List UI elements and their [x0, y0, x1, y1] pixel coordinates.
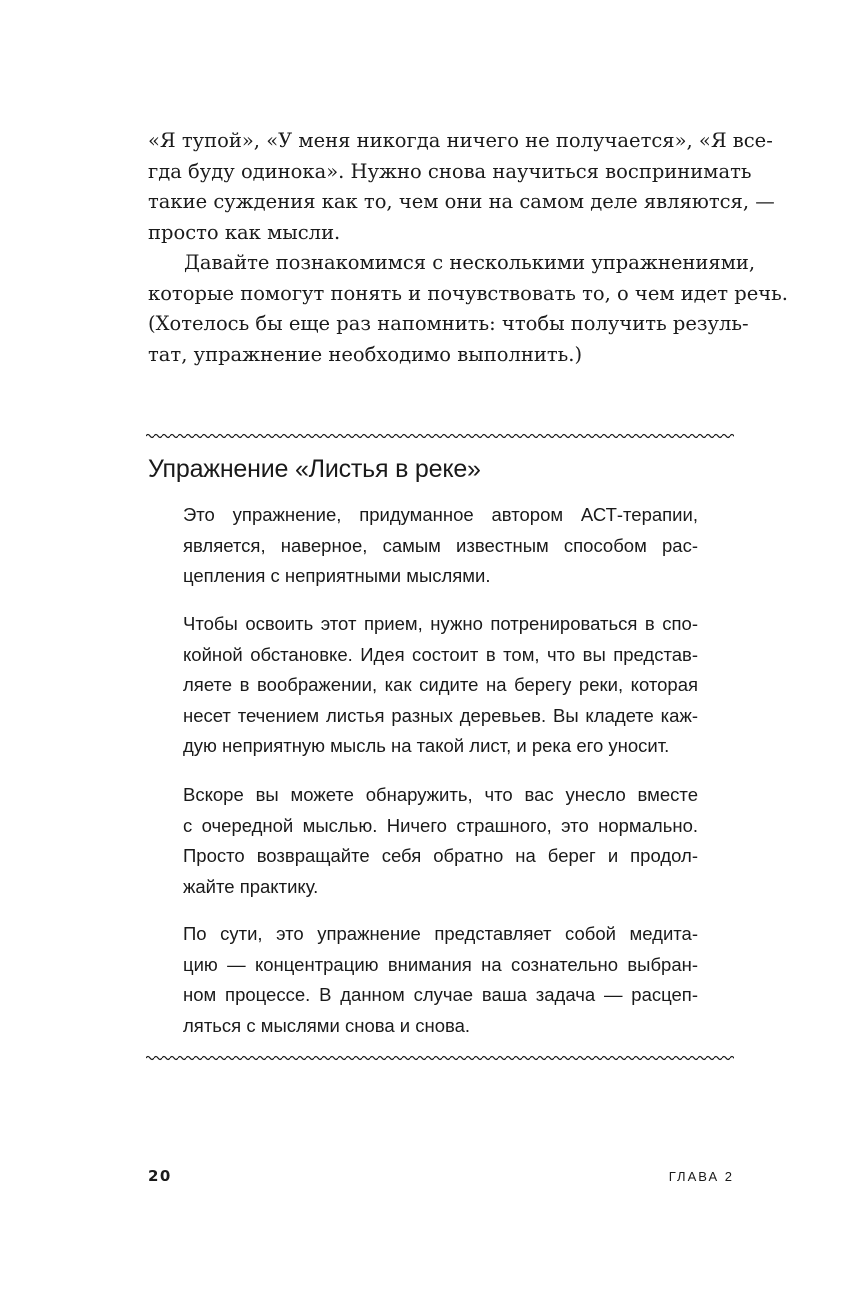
exercise-paragraph-2 — [183, 609, 698, 762]
wavy-divider-top — [146, 430, 734, 442]
text-line: Давайте познакомимся с несколькими упражнениями, — [184, 251, 756, 274]
exercise-paragraph-1 — [183, 500, 698, 592]
text-line: которые помогут понять и почувствовать то, о чем идет речь. — [148, 281, 788, 305]
text-line: Чтобы освоить этот прием, нужно потренироваться в спо- — [183, 613, 698, 634]
text-line: цепления с неприятными мыслями. — [183, 565, 491, 586]
text-line: «Я тупой», «У меня никогда ничего не получается», «Я все- — [148, 129, 773, 152]
page-number: 20 — [148, 1167, 172, 1185]
intro-paragraph-1 — [148, 126, 775, 248]
text-line: тат, упражнение необходимо выполнить.) — [148, 342, 583, 366]
wavy-line-icon — [146, 430, 734, 442]
text-line: ляете в воображении, как сидите на берегу реки, которая — [183, 674, 698, 695]
text-line: просто как мысли. — [148, 220, 341, 244]
text-line: (Хотелось бы еще раз напомнить: чтобы получить резуль- — [148, 312, 749, 335]
wavy-line-icon — [146, 1052, 734, 1064]
text-line: является, наверное, самым известным способом рас- — [183, 534, 698, 556]
text-line: По сути, это упражнение представляет собой медита- — [183, 923, 698, 944]
intro-paragraph-2 — [148, 248, 788, 370]
text-line: такие суждения как то, чем они на самом деле являются, — — [148, 190, 775, 213]
text-line: несет течением листья разных деревьев. Вы кладете каж- — [183, 704, 698, 726]
text-line: гда буду одинока». Нужно снова научиться воспринимать — [148, 159, 752, 183]
text-line: Вскоре вы можете обнаружить, что вас унесло вместе — [183, 784, 698, 805]
intro-text — [148, 126, 788, 370]
text-line: жайте практику. — [183, 875, 319, 897]
wavy-divider-bottom — [146, 1052, 734, 1064]
exercise-paragraph-3 — [183, 780, 698, 902]
text-line: койной обстановке. Идея состоит в том, что вы представ- — [183, 643, 698, 665]
text-line: Это упражнение, придуманное автором АСТ-терапии, — [183, 504, 698, 525]
text-line: ляться с мыслями снова и снова. — [183, 1014, 471, 1036]
text-line: ном процессе. В данном случае ваша задача — расцеп- — [183, 984, 698, 1005]
text-line: с очередной мыслью. Ничего страшного, это нормально. — [183, 814, 698, 836]
text-line: цию — концентрацию внимания на сознательно выбран- — [183, 953, 698, 975]
text-line: дую неприятную мысль на такой лист, и река его уносит. — [183, 735, 670, 756]
exercise-paragraph-4 — [183, 919, 698, 1041]
text-line: Просто возвращайте себя обратно на берег и продол- — [183, 845, 698, 866]
chapter-label: ГЛАВА 2 — [668, 1169, 734, 1184]
exercise-title: Упражнение «Листья в реке» — [148, 455, 481, 483]
